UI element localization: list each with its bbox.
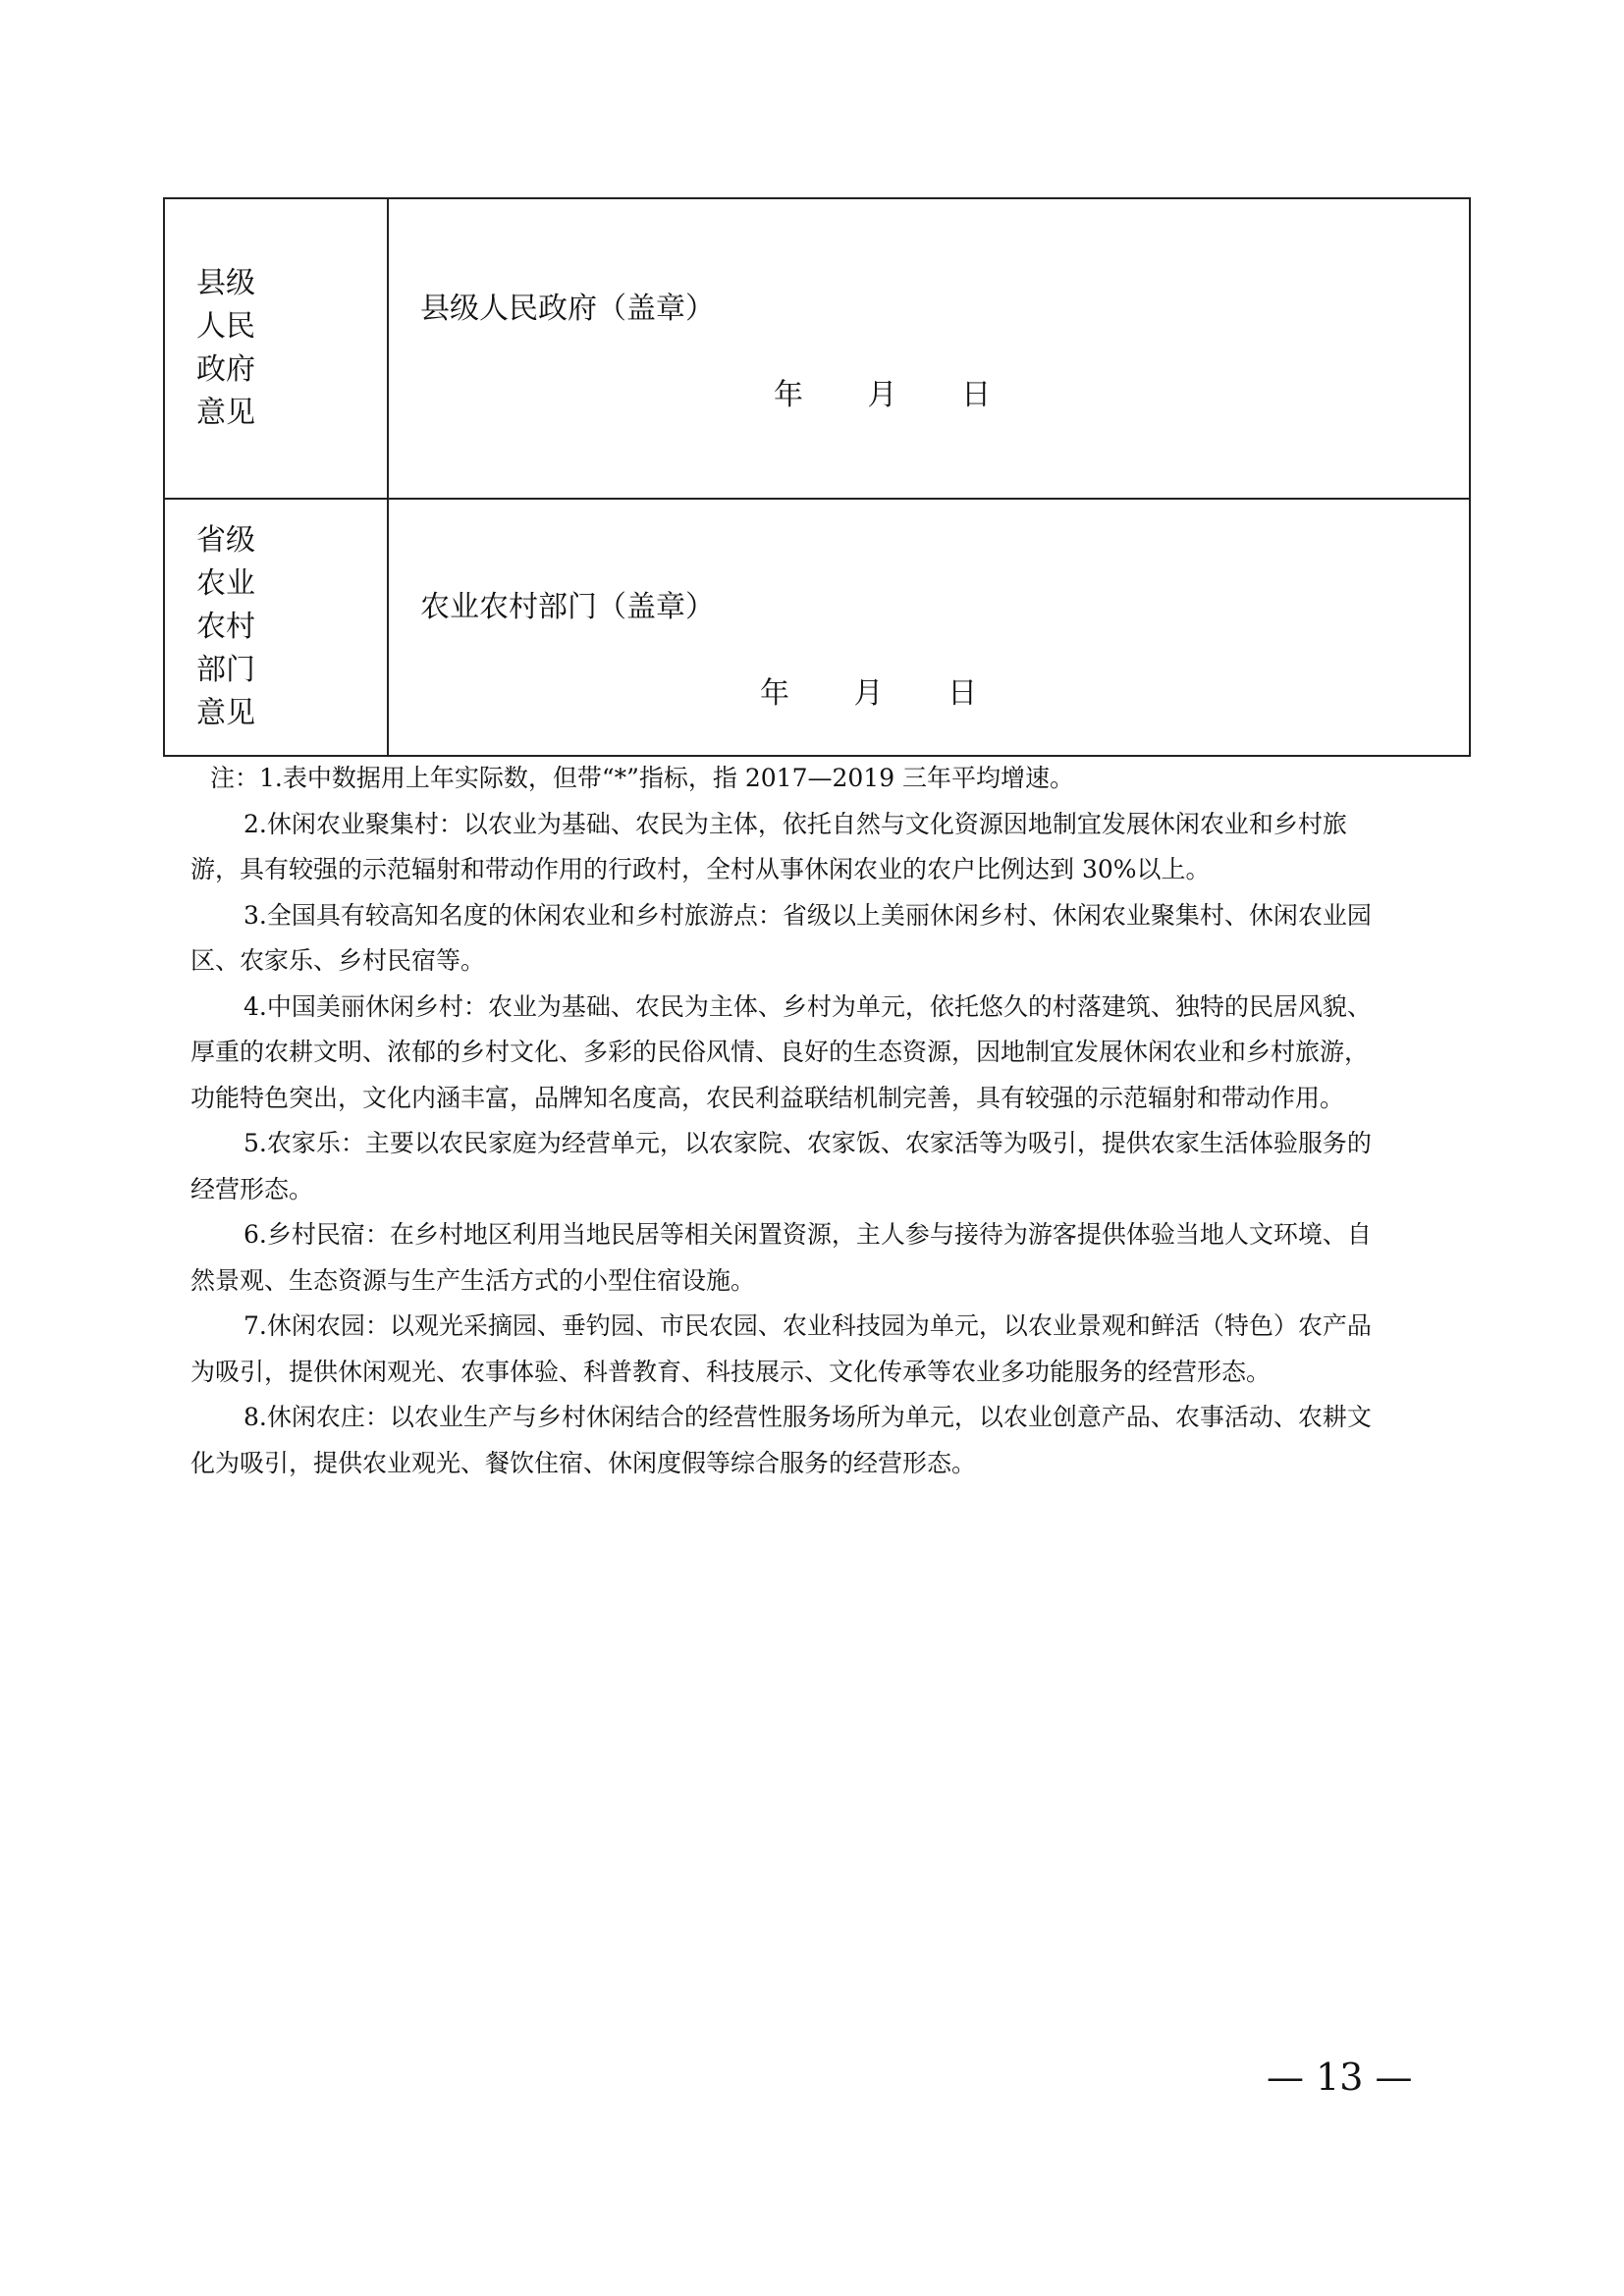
- note-6: 6.乡村民宿：在乡村地区利用当地民居等相关闲置资源，主人参与接待为游客提供体验当地人文环境、自然景观、生态资源与生产生活方式的小型住宿设施。: [190, 1220, 1372, 1295]
- county-opinion-cell: [388, 198, 1470, 499]
- county-government-opinion-row: [164, 198, 1470, 499]
- county-label: [196, 262, 275, 435]
- province-opinion-cell: [388, 499, 1470, 756]
- province-label-line: 农业: [196, 566, 255, 601]
- province-seal-text: 农业农村部门（盖章）: [420, 590, 715, 624]
- opinion-table: [163, 197, 1471, 757]
- county-label-line: 县级: [196, 266, 255, 300]
- county-date-day: 日: [961, 378, 992, 412]
- note-8: 8.休闲农庄：以农业生产与乡村休闲结合的经营性服务场所为单元，以农业创意产品、农事活动、农耕文化为吸引，提供农业观光、餐饮住宿、休闲度假等综合服务的经营形态。: [190, 1403, 1372, 1477]
- county-date-month: 月: [867, 378, 897, 412]
- province-label-line: 农村: [196, 610, 255, 644]
- province-date-day: 日: [947, 676, 978, 711]
- county-label-line: 人民: [196, 309, 255, 344]
- province-label-line: 意见: [196, 696, 255, 730]
- note-5: 5.农家乐：主要以农民家庭为经营单元，以农家院、农家饭、农家活等为吸引，提供农家生活体验服务的经营形态。: [190, 1129, 1372, 1203]
- note-1: 注：1.表中数据用上年实际数，但带“*”指标，指 2017—2019 三年平均增速。: [210, 764, 1075, 792]
- province-agriculture-opinion-row: [164, 499, 1470, 756]
- note-4: 4.中国美丽休闲乡村：农业为基础、农民为主体、乡村为单元，依托悠久的村落建筑、独特的民居风貌、厚重的农耕文明、浓郁的乡村文化、多彩的民俗风情、良好的生态资源，因地制宜发展休闲农业和乡村旅游，功能特色突出，文化内涵丰富，品牌知名度高，农民利益联结机制完善，具有较强的示范辐射和带动作用。: [190, 991, 1372, 1112]
- province-date-month: 月: [853, 676, 884, 711]
- notes-section: [190, 756, 1390, 1486]
- note-7: 7.休闲农园：以观光采摘园、垂钓园、市民农园、农业科技园为单元，以农业景观和鲜活（特色）农产品为吸引，提供休闲观光、农事体验、科普教育、科技展示、文化传承等农业多功能服务的经营形态。: [190, 1311, 1372, 1386]
- county-seal-text: 县级人民政府（盖章）: [420, 292, 715, 326]
- province-label-line: 部门: [196, 653, 255, 687]
- province-label-line: 省级: [196, 523, 255, 558]
- county-date-line: [774, 378, 991, 413]
- county-date-year: 年: [774, 378, 803, 412]
- province-label-cell: [164, 499, 388, 756]
- province-label: [196, 519, 275, 735]
- county-label-line: 政府: [196, 352, 255, 387]
- note-2: 2.休闲农业聚集村：以农业为基础、农民为主体，依托自然与文化资源因地制宜发展休闲农业和乡村旅游，具有较强的示范辐射和带动作用的行政村，全村从事休闲农业的农户比例达到 30%以上。: [190, 809, 1347, 883]
- page-number: — 13 —: [1267, 2056, 1413, 2099]
- county-label-cell: [164, 198, 388, 499]
- province-date-year: 年: [760, 676, 789, 711]
- county-label-line: 意见: [196, 396, 255, 430]
- province-date-line: [760, 676, 977, 712]
- note-3: 3.全国具有较高知名度的休闲农业和乡村旅游点：省级以上美丽休闲乡村、休闲农业聚集村、休闲农业园区、农家乐、乡村民宿等。: [190, 900, 1372, 975]
